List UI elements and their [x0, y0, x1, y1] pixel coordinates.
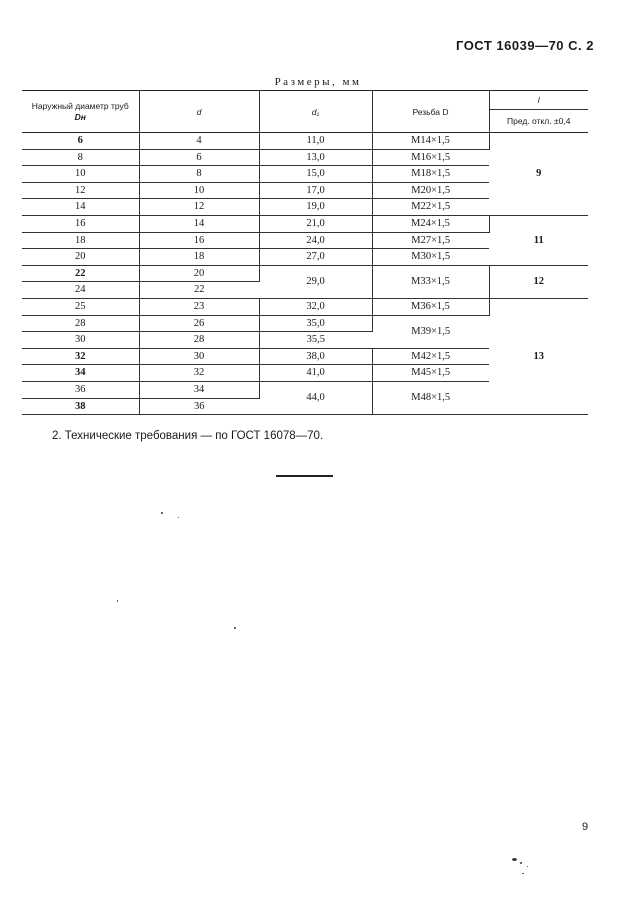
header-dn-label: Наружный диаметр труб: [31, 100, 129, 111]
page-number: 9: [582, 821, 589, 833]
cell-dn: 20: [22, 249, 139, 266]
cell-d1: 19,0: [259, 199, 372, 216]
cell-l: 9: [489, 133, 588, 216]
scan-speck: [117, 600, 118, 602]
cell-d: 32: [139, 365, 259, 382]
cell-thread: M27×1,5: [372, 232, 489, 249]
cell-d: 16: [139, 232, 259, 249]
cell-d: 34: [139, 381, 259, 398]
cell-d: 14: [139, 215, 259, 232]
cell-thread: M16×1,5: [372, 149, 489, 166]
cell-l: 11: [489, 215, 588, 265]
cell-d: 28: [139, 332, 259, 349]
table-row: [22, 133, 588, 150]
technical-requirements-note: 2. Технические требования — по ГОСТ 16078—70.: [52, 430, 324, 442]
cell-l: 12: [489, 265, 588, 298]
cell-d: 26: [139, 315, 259, 332]
section-divider: [276, 475, 333, 477]
table-caption: Размеры, мм: [274, 76, 362, 88]
cell-d: 18: [139, 249, 259, 266]
cell-dn: 32: [22, 348, 139, 365]
cell-d1: 35,5: [259, 332, 372, 349]
cell-dn: 34: [22, 365, 139, 382]
cell-d1: 21,0: [259, 215, 372, 232]
cell-dn: 6: [22, 133, 139, 150]
cell-dn: 28: [22, 315, 139, 332]
cell-thread: M14×1,5: [372, 133, 489, 150]
cell-dn: 10: [22, 166, 139, 183]
scan-speck: [520, 862, 522, 864]
cell-d: 30: [139, 348, 259, 365]
cell-d: 22: [139, 282, 259, 299]
cell-d: 10: [139, 182, 259, 199]
cell-d: 6: [139, 149, 259, 166]
cell-d: 4: [139, 133, 259, 150]
cell-dn: 30: [22, 332, 139, 349]
cell-d1: 17,0: [259, 182, 372, 199]
cell-thread: M30×1,5: [372, 249, 489, 266]
scan-speck: [527, 866, 528, 867]
cell-d1: 38,0: [259, 348, 372, 365]
cell-dn: 24: [22, 282, 139, 299]
cell-dn: 8: [22, 149, 139, 166]
cell-dn: 25: [22, 298, 139, 315]
header-dn: [22, 91, 139, 133]
cell-thread: M33×1,5: [372, 265, 489, 298]
cell-thread: M18×1,5: [372, 166, 489, 183]
cell-d1: 41,0: [259, 365, 372, 382]
cell-d1: 24,0: [259, 232, 372, 249]
cell-dn: 16: [22, 215, 139, 232]
scan-speck: [522, 873, 524, 874]
cell-thread: M42×1,5: [372, 348, 489, 365]
cell-l: 13: [489, 298, 588, 414]
table-body: [22, 133, 588, 415]
header-d: d: [139, 91, 259, 133]
cell-dn: 18: [22, 232, 139, 249]
header-l: l: [489, 91, 588, 110]
table-row: [22, 215, 588, 232]
cell-d: 20: [139, 265, 259, 282]
cell-d1: 29,0: [259, 265, 372, 298]
scan-speck: [512, 858, 517, 861]
cell-thread: M39×1,5: [372, 315, 489, 348]
cell-d1: 44,0: [259, 381, 372, 414]
cell-dn: 38: [22, 398, 139, 415]
cell-d: 8: [139, 166, 259, 183]
cell-thread: M24×1,5: [372, 215, 489, 232]
cell-dn: 12: [22, 182, 139, 199]
cell-d1: 11,0: [259, 133, 372, 150]
table-row: [22, 298, 588, 315]
cell-d1: 35,0: [259, 315, 372, 332]
cell-d1: 13,0: [259, 149, 372, 166]
cell-d1: 32,0: [259, 298, 372, 315]
scan-speck: [178, 517, 179, 518]
cell-thread: M48×1,5: [372, 381, 489, 414]
cell-d1: 27,0: [259, 249, 372, 266]
header-d1: d₁: [259, 91, 372, 133]
table-row: [22, 265, 588, 282]
dimensions-table: [22, 90, 588, 415]
header-thread: Резьба D: [372, 91, 489, 133]
cell-dn: 22: [22, 265, 139, 282]
cell-d: 23: [139, 298, 259, 315]
page-header: ГОСТ 16039—70 С. 2: [456, 38, 594, 53]
cell-thread: M20×1,5: [372, 182, 489, 199]
scan-speck: [234, 627, 236, 629]
cell-thread: M36×1,5: [372, 298, 489, 315]
cell-d1: 15,0: [259, 166, 372, 183]
cell-thread: M45×1,5: [372, 365, 489, 382]
cell-dn: 14: [22, 199, 139, 216]
header-dn-symbol: Dн: [74, 111, 86, 122]
header-l-tolerance: Пред. откл. ±0,4: [489, 110, 588, 133]
cell-d: 12: [139, 199, 259, 216]
cell-thread: M22×1,5: [372, 199, 489, 216]
cell-d: 36: [139, 398, 259, 415]
scan-speck: [161, 512, 163, 514]
cell-dn: 36: [22, 381, 139, 398]
